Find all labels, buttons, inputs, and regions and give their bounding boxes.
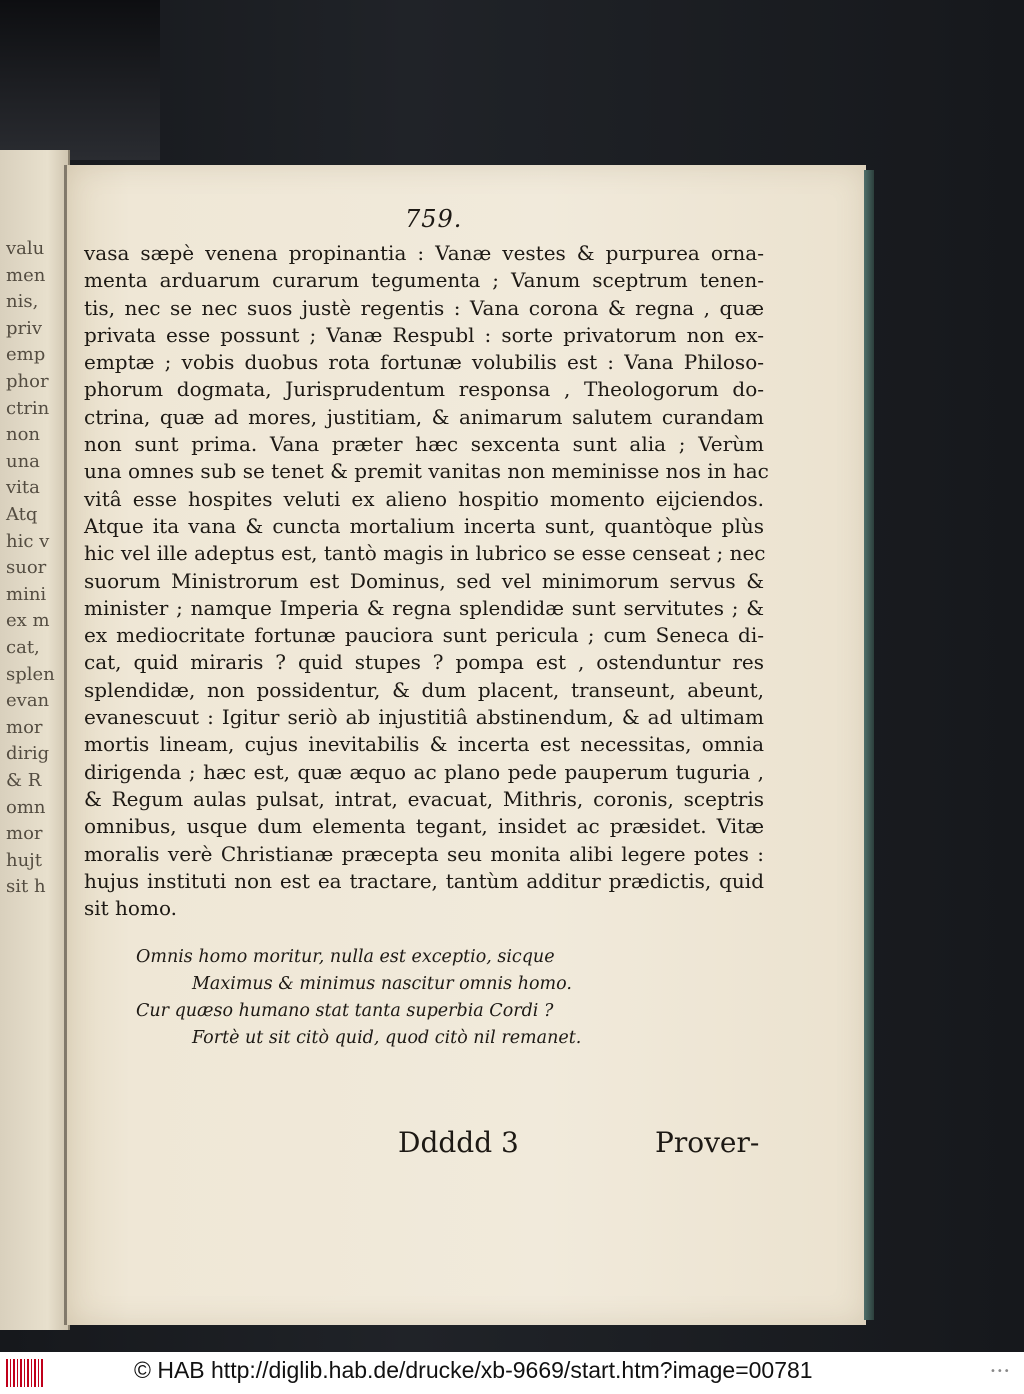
left-page-fragment: cat, bbox=[6, 637, 40, 658]
gutter-line bbox=[64, 165, 67, 1325]
left-page-fragment: hujt bbox=[6, 849, 42, 871]
left-page-fragment: emp bbox=[6, 344, 46, 366]
text-line: una omnes sub se tenet & premit vanitas non meminisse nos in hac bbox=[84, 459, 769, 484]
left-page-fragment: evan bbox=[6, 690, 50, 712]
signature-mark: Ddddd 3 bbox=[398, 1126, 519, 1159]
left-page-fragment: mini bbox=[6, 583, 47, 605]
text-line: hujus instituti non est ea tractare, tantùm additur prædictis, quid bbox=[84, 868, 764, 893]
catchword: Prover- bbox=[655, 1126, 760, 1159]
page-number: 759. bbox=[405, 205, 463, 233]
text-line: ctrina, quæ ad mores, justitiam, & animarum salutem curandam bbox=[84, 404, 764, 429]
left-page-edge bbox=[0, 150, 70, 1330]
text-line: privata esse possunt ; Vanæ Respubl : sorte privatorum non ex- bbox=[84, 322, 764, 347]
left-page-fragment: mor bbox=[6, 716, 43, 738]
left-page-fragment: vita bbox=[6, 477, 40, 499]
poem-verse: Cur quæso humano stat tanta superbia Cordi ? bbox=[136, 1001, 554, 1021]
text-line: evanescuut : Igitur seriò ab injustitiâ abstinendum, & ad ultimam bbox=[84, 705, 764, 730]
poem bbox=[136, 944, 656, 1052]
left-page-fragment: & R bbox=[6, 770, 42, 791]
book-binding bbox=[0, 0, 160, 160]
body-text bbox=[84, 240, 769, 922]
left-page-fragment: non bbox=[6, 424, 41, 446]
text-line: tis, nec se nec suos justè regentis : Vana corona & regna , quæ bbox=[84, 295, 764, 320]
left-page-fragment: splen bbox=[6, 663, 55, 685]
left-page-fragment: ex m bbox=[6, 610, 50, 632]
left-page-fragment: men bbox=[6, 264, 46, 286]
text-line: & Regum aulas pulsat, intrat, evacuat, Mithris, coronis, sceptris bbox=[84, 786, 764, 811]
page-edge-shadow bbox=[864, 170, 874, 1320]
text-line: non sunt prima. Vana præter hæc sexcenta sunt alia ; Verùm bbox=[84, 432, 764, 457]
text-line: moralis verè Christianæ præcepta seu monita alibi legere potes : bbox=[84, 841, 764, 866]
left-page-fragment: mor bbox=[6, 823, 43, 845]
left-page-fragment: phor bbox=[6, 371, 49, 392]
text-line: emptæ ; vobis duobus rota fortunæ volubilis est : Vana Philoso- bbox=[84, 350, 764, 375]
left-page-fragment: hic v bbox=[6, 530, 50, 552]
text-line: dirigenda ; hæc est, quæ æquo ac plano pede pauperum tuguria , bbox=[84, 759, 764, 784]
poem-verse: Omnis homo moritur, nulla est exceptio, sicque bbox=[136, 947, 555, 967]
text-line: suorum Ministrorum est Dominus, sed vel minimorum servus & bbox=[84, 568, 764, 593]
left-page-fragment: Atq bbox=[6, 504, 38, 525]
text-line: ex mediocritate fortunæ pauciora sunt pericula ; cum Seneca di- bbox=[84, 623, 764, 648]
copyright-link[interactable]: © HAB http://diglib.hab.de/drucke/xb-9669/start.htm?image=00781 bbox=[134, 1357, 813, 1383]
text-line: hic vel ille adeptus est, tantò magis in lubrico se esse censeat ; nec bbox=[84, 541, 766, 566]
text-line: omnibus, usque dum elementa tegant, insidet ac præsidet. Vitæ bbox=[84, 814, 764, 839]
left-page-fragment: omn bbox=[6, 796, 46, 818]
text-line: menta arduarum curarum tegumenta ; Vanum sceptrum tenen- bbox=[84, 268, 764, 293]
left-page-fragment: una bbox=[6, 450, 40, 472]
left-page-fragment: nis, bbox=[6, 291, 39, 313]
left-page-fragment: sit h bbox=[6, 876, 46, 898]
text-line: vitâ esse hospites veluti ex alieno hospitio momento eijciendos. bbox=[84, 486, 764, 511]
poem-verse: Fortè ut sit citò quid, quod citò nil remanet. bbox=[192, 1028, 582, 1048]
text-line: cat, quid miraris ? quid stupes ? pompa est , ostenduntur res bbox=[84, 650, 764, 675]
text-line: vasa sæpè venena propinantia : Vanæ vestes & purpurea orna- bbox=[84, 241, 764, 265]
left-page-fragment: valu bbox=[6, 238, 45, 259]
text-line: Atque ita vana & cuncta mortalium incerta sunt, quantòque plùs bbox=[84, 513, 764, 538]
left-page-fragment: suor bbox=[6, 557, 47, 579]
left-page-fragment: ctrin bbox=[6, 397, 50, 419]
footer-bar bbox=[0, 1352, 1024, 1394]
poem-verse: Maximus & minimus nascitur omnis homo. bbox=[192, 974, 572, 994]
barcode-icon bbox=[6, 1359, 44, 1387]
text-line: minister ; namque Imperia & regna splendidæ sunt servitutes ; & bbox=[84, 595, 764, 620]
text-line: phorum dogmata, Jurisprudentum responsa , Theologorum do- bbox=[84, 377, 764, 402]
more-dots-icon: ••• bbox=[990, 1366, 1011, 1377]
left-page-fragment: dirig bbox=[6, 743, 50, 765]
text-line: sit homo. bbox=[84, 896, 177, 921]
text-line: mortis lineam, cujus inevitabilis & incerta est necessitas, omnia bbox=[84, 732, 764, 757]
left-page-fragment: priv bbox=[6, 317, 43, 339]
text-line: splendidæ, non possidentur, & dum placent, transeunt, abeunt, bbox=[84, 677, 764, 702]
